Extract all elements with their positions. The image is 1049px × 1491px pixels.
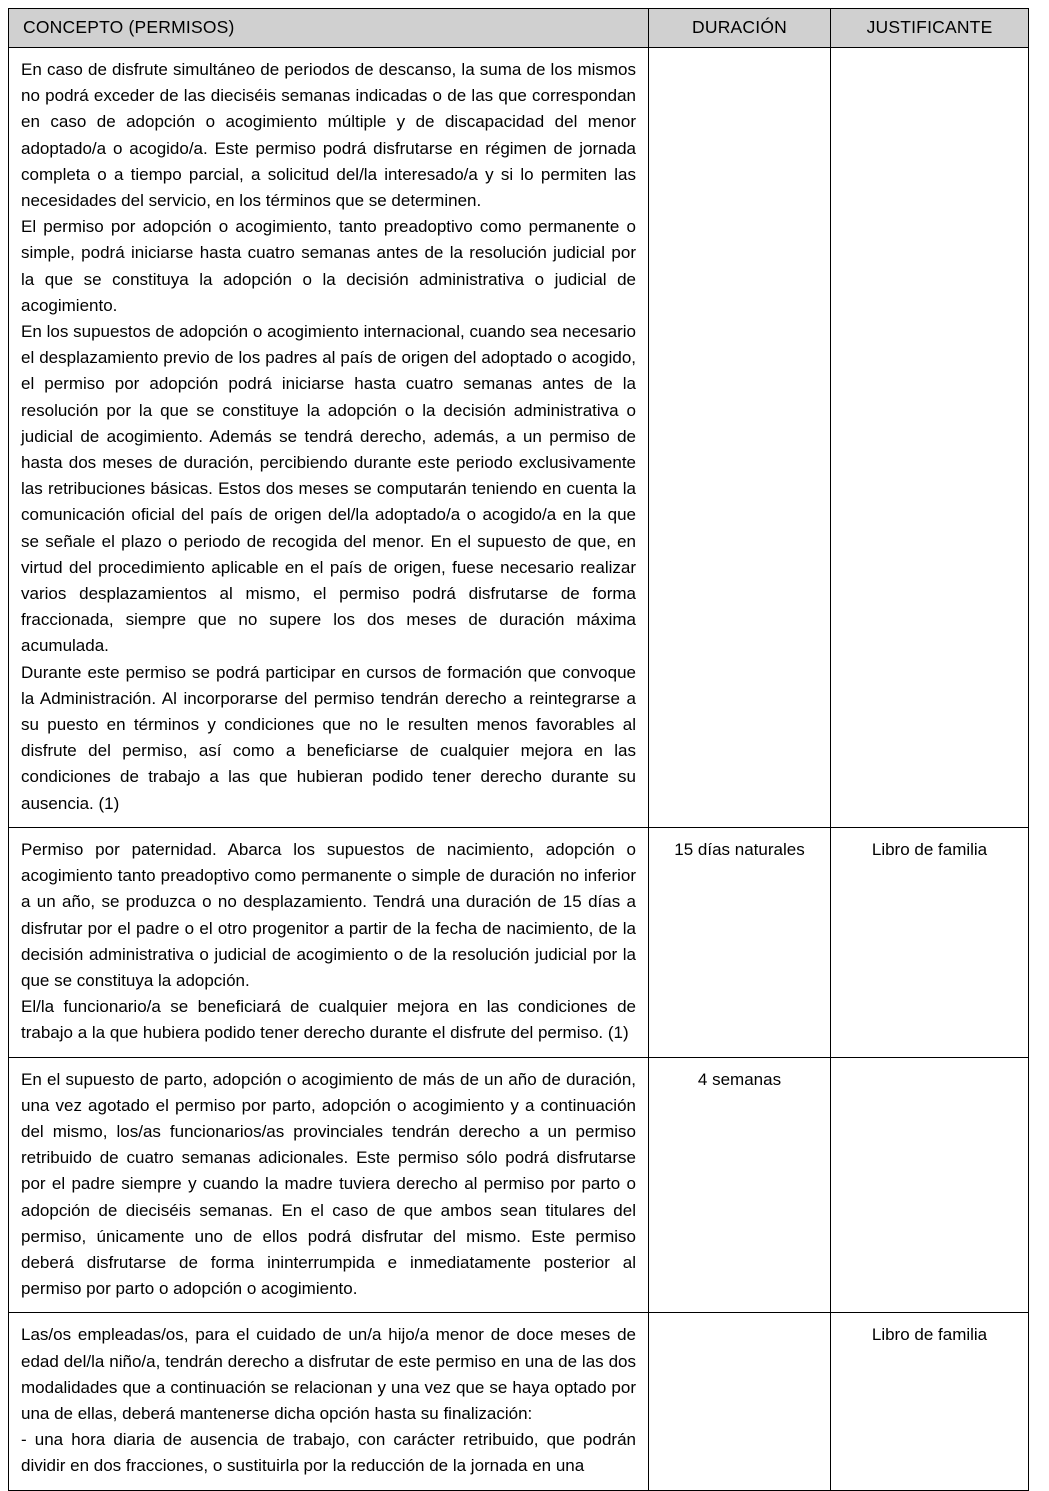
cell-concepto (9, 1313, 649, 1490)
concepto-paragraph: El/la funcionario/a se beneficiará de cualquier mejora en las condiciones de trabajo a la que hubiera podido tener derecho durante el disfrute del permiso. (1) (21, 997, 636, 1043)
column-header-duracion: DURACIÓN (649, 9, 831, 48)
concepto-paragraph: El permiso por adopción o acogimiento, tanto preadoptivo como permanente o simple, podrá iniciarse hasta cuatro semanas antes de la resolución judicial por la que se constituya la adopción o la decisión administrativa o judicial de acogimiento. (21, 217, 636, 315)
concepto-paragraph: En los supuestos de adopción o acogimiento internacional, cuando sea necesario el desplazamiento previo de los padres al país de origen del adoptado o acogido, el permiso por adopción podrá iniciarse hasta cuatro semanas antes de la resolución por la que se constituye la adopción o la decisión administrativa o judicial de acogimiento. Además se tendrá derecho, además, a un permiso de hasta dos meses de duración, percibiendo durante este periodo exclusivamente las retribuciones básicas. Estos dos meses se computarán teniendo en cuenta la comunicación oficial del país de origen del/la adoptado/a o acogido/a en la que se señale el plazo o periodo de recogida del menor. En el supuesto de que, en virtud del procedimiento aplicable en el país de origen, fuese necesario realizar varios desplazamientos al mismo, el permiso podrá disfrutarse de forma fraccionada, siempre que no supere los dos meses de duración máxima acumulada. (21, 322, 636, 656)
concepto-paragraph: Durante este permiso se podrá participar en cursos de formación que convoque la Administración. Al incorporarse del permiso tendrán derecho a reintegrarse a su puesto en términos y condiciones que no le resulten menos favorables al disfrute del permiso, así como a beneficiarse de cualquier mejora en las condiciones de trabajo a las que hubieran podido tener derecho durante su ausencia. (1) (21, 662, 636, 813)
cell-duracion: 15 días naturales (649, 827, 831, 1057)
cell-concepto (9, 827, 649, 1057)
concepto-paragraph: Las/os empleadas/os, para el cuidado de un/a hijo/a menor de doce meses de edad del/la niño/a, tendrán derecho a disfrutar de este permiso en una de las dos modalidades que a continuación se relacionan y una vez que se haya optado por una de ellas, deberá mantenerse dicha opción hasta su finalización: (21, 1325, 636, 1423)
table-header (9, 9, 1029, 48)
cell-justificante: Libro de familia (831, 827, 1029, 1057)
table-row (9, 827, 1029, 1057)
concepto-paragraph: Permiso por paternidad. Abarca los supuestos de nacimiento, adopción o acogimiento tanto preadoptivo como permanente o simple de duración no inferior a un año, se produzca o no desplazamiento. Tendrá una duración de 15 días a disfrutar por el padre o el otro progenitor a partir de la fecha de nacimiento, de la decisión administrativa o judicial de acogimiento o de la resolución judicial por la que se constituya la adopción. (21, 839, 636, 990)
concepto-paragraph: En el supuesto de parto, adopción o acogimiento de más de un año de duración, una vez agotado el permiso por parto, adopción o acogimiento y a continuación del mismo, los/as funcionarios/as provinciales tendrán derecho a un permiso retribuido de cuatro semanas adicionales. Este permiso sólo podrá disfrutarse por el padre siempre y cuando la madre tuviera derecho al permiso por parto o adopción de dieciséis semanas. En el caso de que ambos sean titulares del permiso, únicamente uno de ellos podrá disfrutar del mismo. Este permiso deberá disfrutarse de forma ininterrumpida e inmediatamente posterior al permiso por parto o adopción o acogimiento. (21, 1069, 636, 1299)
cell-justificante (831, 1057, 1029, 1313)
cell-concepto (9, 1057, 649, 1313)
table-body (9, 48, 1029, 1491)
column-header-justificante: JUSTIFICANTE (831, 9, 1029, 48)
cell-justificante: Libro de familia (831, 1313, 1029, 1490)
permisos-table (8, 8, 1029, 1491)
cell-concepto (9, 48, 649, 828)
cell-duracion (649, 48, 831, 828)
table-row (9, 48, 1029, 828)
cell-duracion (649, 1313, 831, 1490)
cell-duracion: 4 semanas (649, 1057, 831, 1313)
column-header-concepto: CONCEPTO (PERMISOS) (9, 9, 649, 48)
concepto-paragraph: En caso de disfrute simultáneo de periodos de descanso, la suma de los mismos no podrá exceder de las dieciséis semanas indicadas o de las que correspondan en caso de adopción o acogimiento múltiple y de discapacidad del menor adoptado/a o acogido/a. Este permiso podrá disfrutarse en régimen de jornada completa o a tiempo parcial, a solicitud del/la interesado/a y si lo permiten las necesidades del servicio, en los términos que se determinen. (21, 60, 636, 211)
cell-justificante (831, 48, 1029, 828)
table-header-row (9, 9, 1029, 48)
table-row (9, 1313, 1029, 1490)
table-row (9, 1057, 1029, 1313)
concepto-paragraph: - una hora diaria de ausencia de trabajo, con carácter retribuido, que podrán dividir en dos fracciones, o sustituirla por la reducción de la jornada en una (21, 1430, 636, 1476)
